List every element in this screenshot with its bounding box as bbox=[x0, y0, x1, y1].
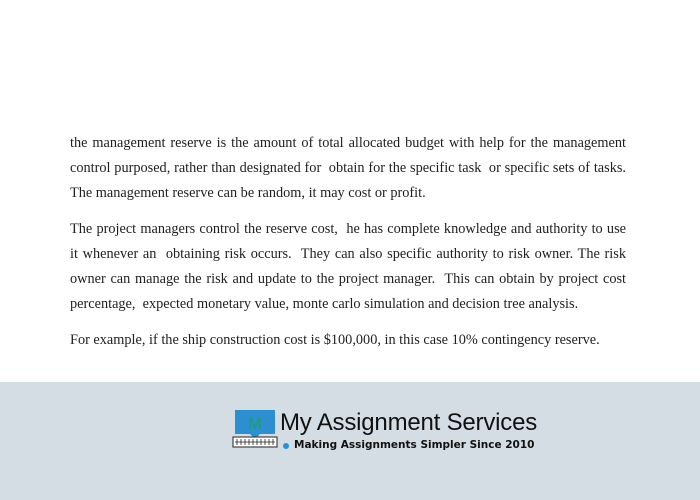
logo-letter: M bbox=[247, 414, 263, 433]
paragraph-management-reserve: the management reserve is the amount of total allocated budget with help for the management control purposed, rather than designated for obtain for the specific task or specific sets of tasks. The management reserve can be random, it may cost or profit. bbox=[70, 135, 634, 201]
keyboard-icon bbox=[233, 437, 277, 447]
logo-badge-icon bbox=[232, 408, 278, 448]
brand-tagline: Making Assignments Simpler Since 2010 bbox=[294, 439, 535, 451]
document-body bbox=[70, 131, 634, 364]
paragraph-project-managers: The project managers control the reserve cost, he has complete knowledge and authority to use it whenever an obtaining risk occurs. They can also specific authority to risk owner. The risk owner can manage the risk and update to the project manager. This can obtain by project cost percentage, expected monetary value, monte carlo simulation and decision tree analysis. bbox=[70, 221, 630, 312]
bullet-dot-icon bbox=[283, 443, 289, 449]
brand-name: My Assignment Services bbox=[280, 409, 538, 436]
paragraph-example: For example, if the ship construction cost is $100,000, in this case 10% contingency reserve. bbox=[70, 332, 600, 348]
brand-logo bbox=[232, 408, 538, 458]
